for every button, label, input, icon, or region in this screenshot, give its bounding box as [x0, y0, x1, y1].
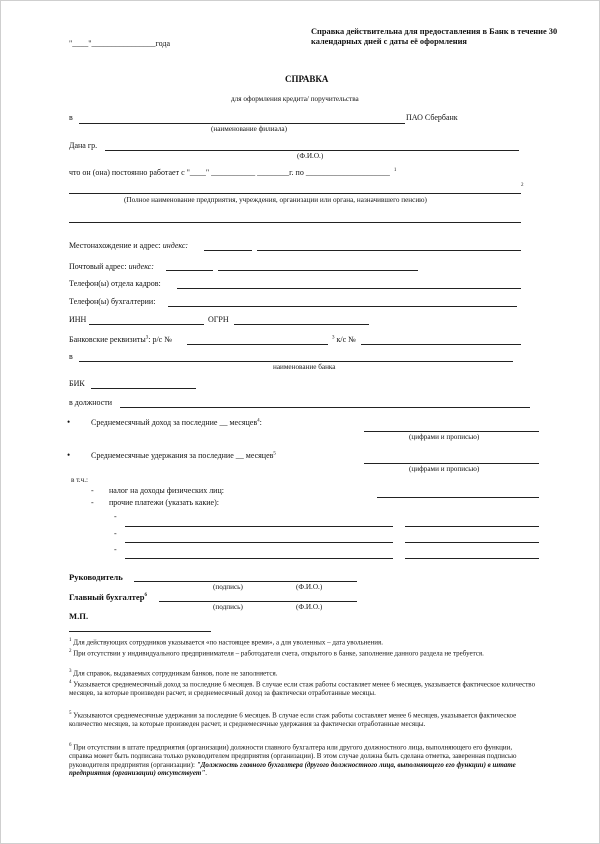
head-fio-caption: (Ф.И.О.) — [296, 583, 323, 591]
rs-field[interactable] — [187, 344, 328, 345]
org-footnote-mark: 2 — [521, 183, 524, 188]
fio-field[interactable] — [105, 150, 519, 151]
other-payment-amount-1[interactable] — [405, 526, 539, 527]
phone-acc-label: Телефон(ы) бухгалтерии: — [69, 297, 156, 306]
branch-prefix: в — [69, 113, 73, 122]
tax-field[interactable] — [377, 497, 539, 498]
bullet-income: • — [67, 417, 71, 427]
postal-field[interactable] — [218, 270, 418, 271]
income-field[interactable] — [364, 431, 539, 432]
dash-tax: - — [91, 486, 94, 495]
dash-row-3: - — [114, 545, 117, 554]
bank-name-label: ПАО Сбербанк — [406, 113, 458, 122]
organization-field[interactable] — [69, 193, 521, 194]
chief-signature-field[interactable] — [159, 601, 357, 602]
postal-label: Почтовый адрес: индекс: — [69, 262, 154, 271]
footnote-6: $^6$ При отсутствии в штате предприятия (организации) должности главного бухгалтера или другого должностного лица, выполняющего его функции, справка может быть подписана только руководителем предприятия (организации). В этом случае должна быть сделана отметка, заверенная подписью руководителя предприятия (организации): "Должность главного бухгалтера (другого должностного лица, выполняющего его функции) в штате предприятия (организации) отсутствует". — [69, 743, 517, 778]
branch-caption: (наименование филиала) — [211, 125, 287, 133]
footnote-1: $^1$ Для действующих сотрудников указывается «по настоящее время», а для уволенных – дата увольнения. — [69, 638, 383, 647]
bank-name-field[interactable] — [79, 361, 513, 362]
tax-label: налог на доходы физических лиц: — [109, 486, 224, 495]
income-caption: (цифрами и прописью) — [409, 433, 480, 441]
including-label: в т.ч.: — [71, 476, 88, 484]
bank-name-caption: наименование банка — [273, 363, 336, 371]
other-payments-label: прочие платежи (указать какие): — [109, 498, 219, 507]
dash-row-2: - — [114, 529, 117, 538]
deductions-label: Среднемесячные удержания за последние __ месяцев$^5$ — [91, 451, 276, 460]
ks-field[interactable] — [361, 344, 521, 345]
fio-caption: (Ф.И.О.) — [297, 152, 324, 160]
given-label: Дана гр. — [69, 141, 98, 150]
position-label: в должности — [69, 398, 113, 407]
works-since-text: что он (она) постоянно работает с "____" ___________ ________г. по _____________________ $^1$ — [69, 168, 397, 177]
validity-note: Справка действительна для предоставления в Банк в течение 30 календарных дней с даты её оформления — [311, 27, 558, 46]
ogrn-label: ОГРН — [208, 315, 229, 324]
footnote-2: $^2$ При отсутствии у индивидуального предпринимателя – работодателя счета, открытого в банке, заполнение данного раздела не требуется. — [69, 649, 484, 658]
bik-field[interactable] — [91, 388, 196, 389]
bik-label: БИК — [69, 379, 85, 388]
postal-index-field[interactable] — [166, 270, 213, 271]
document-subtitle: для оформления кредита/ поручительства — [231, 95, 359, 103]
stamp-label: М.П. — [69, 611, 89, 621]
head-signature-field[interactable] — [134, 581, 357, 582]
bank-details-label: Банковские реквизиты$^3$: р/с № — [69, 335, 172, 344]
income-label: Среднемесячный доход за последние __ месяцев$^4$: — [91, 418, 262, 427]
address-index-field[interactable] — [204, 250, 252, 251]
deductions-caption: (цифрами и прописью) — [409, 465, 480, 473]
head-sign-caption: (подпись) — [213, 583, 243, 591]
other-payment-field-2[interactable] — [125, 542, 393, 543]
footnote-5: $^5$ Указываются среднемесячные удержания за последние 6 месяцев. В случае если стаж работы составляет менее 6 месяцев, указывается фактическое количество месяцев, за которые произведен расчет, и среднемесячные удержания за фактически отработанные месяцы. — [69, 711, 517, 728]
inn-field[interactable] — [89, 324, 204, 325]
other-payment-field-1[interactable] — [125, 526, 393, 527]
position-field[interactable] — [120, 407, 530, 408]
date-line: "____"________________года — [69, 39, 171, 48]
dash-row-1: - — [114, 512, 117, 521]
chief-sign-caption: (подпись) — [213, 603, 243, 611]
dash-other: - — [91, 498, 94, 507]
bullet-deductions: • — [67, 450, 71, 460]
organization-caption: (Полное наименование предприятия, учреждения, организации или органа, назначившего пенсию) — [124, 196, 427, 204]
address-field[interactable] — [257, 250, 521, 251]
other-payment-amount-2[interactable] — [405, 542, 539, 543]
inn-label: ИНН — [69, 315, 87, 324]
ogrn-field[interactable] — [234, 324, 369, 325]
chief-fio-caption: (Ф.И.О.) — [296, 603, 323, 611]
footnote-4: $^4$ Указывается среднемесячный доход за последние 6 месяцев. В случае если стаж работы составляет менее 6 месяцев, указывается фактическое количество месяцев, за которые произведен расчет, и среднемесячный доход за фактически отработанные месяцы. — [69, 680, 536, 697]
phone-hr-field[interactable] — [177, 288, 521, 289]
organization-field-2[interactable] — [69, 222, 521, 223]
footnote-3: $^3$ Для справок, выдаваемых сотрудникам банков, поле не заполняется. — [69, 669, 278, 678]
head-label: Руководитель — [69, 572, 123, 582]
other-payment-field-3[interactable] — [125, 558, 393, 559]
branch-field[interactable] — [79, 123, 405, 124]
footnote-6-emphasis: "Должность главного бухгалтера (другого должностного лица, выполняющего его функции) в штате предприятия (организации) отсутствует" — [69, 760, 516, 778]
address-label: Местонахождение и адрес: индекс: — [69, 241, 189, 250]
phone-acc-field[interactable] — [168, 306, 517, 307]
chief-accountant-label: Главный бухгалтер$^6$ — [69, 592, 147, 602]
document-title: СПРАВКА — [285, 74, 329, 84]
deductions-field[interactable] — [364, 463, 539, 464]
other-payment-amount-3[interactable] — [405, 558, 539, 559]
footnote-separator — [69, 631, 211, 632]
phone-hr-label: Телефон(ы) отдела кадров: — [69, 279, 161, 288]
ks-label: $^3$ к/с № — [332, 335, 356, 344]
bank-prefix: в — [69, 352, 73, 361]
